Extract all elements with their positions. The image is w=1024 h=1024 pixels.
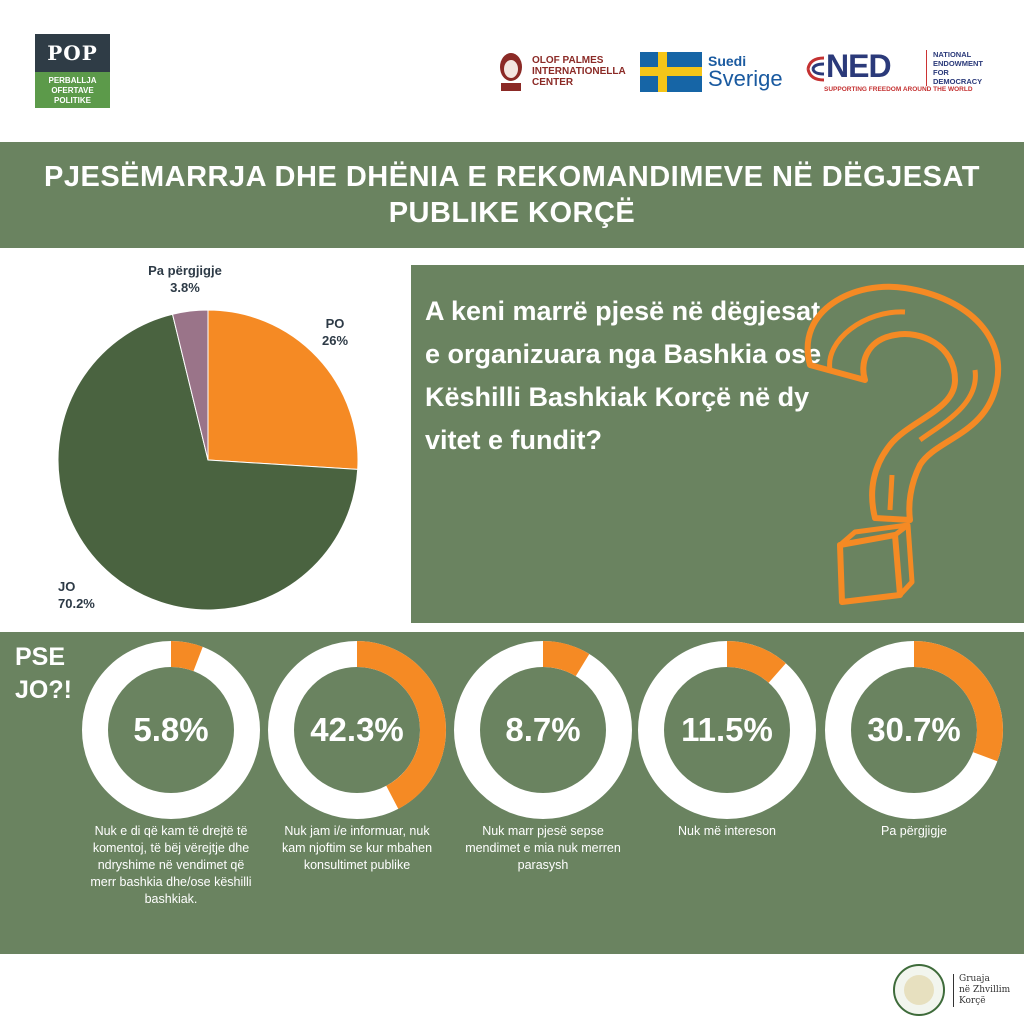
- ned-stripes-icon: [804, 54, 826, 84]
- reasons-heading-line2: JO?!: [15, 676, 72, 704]
- pie-label-yes-name: PO: [325, 316, 345, 331]
- donut-percent-label: 8.7%: [505, 711, 581, 748]
- gruaja-zhvillim-logo: [893, 962, 1013, 1018]
- reason-donut: [454, 641, 632, 819]
- title-band: [0, 142, 1024, 248]
- reason-donut: [82, 641, 260, 819]
- sweden-line1: Suedi: [708, 53, 747, 69]
- sweden-line2: Sverige: [708, 66, 783, 91]
- footer-logo-line1: Gruaja: [959, 973, 990, 984]
- reason-caption: Nuk më intereson: [678, 824, 776, 838]
- donut-percent-label: 11.5%: [681, 711, 773, 748]
- reasons-heading: [15, 641, 72, 707]
- reason-caption: Nuk e di që kam të drejtë të komentoj, të bëj vërejtje dhe ndryshime në vendimet që merr bashkia dhe/ose këshilli bashkiak.: [90, 824, 252, 906]
- ned-fullname: NATIONAL ENDOWMENT FOR DEMOCRACY: [926, 50, 993, 86]
- reason-donut: [825, 641, 1003, 819]
- question-mark-icon: [770, 270, 1020, 610]
- donut-percent-label: 5.8%: [133, 711, 209, 748]
- reason-caption: Nuk jam i/e informuar, nuk kam njoftim se kur mbahen konsultimet publike: [281, 824, 433, 872]
- pop-logo: [35, 34, 110, 112]
- reason-caption: Nuk marr pjesë sepse mendimet e mia nuk merren parasysh: [465, 824, 621, 872]
- pie-label-yes: [310, 315, 360, 349]
- olof-palme-logo: [496, 48, 626, 94]
- pie-label-no-name: JO: [58, 579, 76, 594]
- ned-logo: [804, 48, 994, 98]
- donut-percent-label: 30.7%: [867, 711, 961, 748]
- reasons-heading-line1: PSE: [15, 643, 66, 671]
- pie-label-no: [58, 578, 118, 612]
- pie-label-yes-value: 26%: [321, 333, 349, 348]
- footer-logo-line3: Korçë: [959, 995, 986, 1006]
- pie-label-no-answer-value: 3.8%: [170, 280, 200, 295]
- pop-logo-mark: POP: [35, 34, 110, 72]
- ned-mark: NED: [826, 48, 891, 84]
- reason-donut: [638, 641, 816, 819]
- participation-pie-chart: [40, 255, 410, 625]
- pie-label-no-answer-name: Pa përgjigje: [148, 263, 222, 278]
- page-title: PJESËMARRJA DHE DHËNIA E REKOMANDIMEVE NË DËGJESAT PUBLIKE KORÇË: [44, 161, 980, 229]
- swedish-flag-icon: [640, 52, 702, 92]
- pie-label-no-answer: [130, 262, 240, 296]
- footer-logo-line2: në Zhvillim: [959, 984, 1011, 995]
- sweden-logo: [640, 52, 783, 92]
- question-text: A keni marrë pjesë në dëgjesat e organizuara nga Bashkia ose Këshilli Bashkiak Korçë në dy vitet e fundit?: [425, 296, 822, 455]
- palme-portrait-icon: [496, 51, 526, 91]
- donut-percent-label: 42.3%: [310, 711, 404, 748]
- pop-logo-subtitle: PERBALLJA OFERTAVE POLITIKE: [35, 72, 110, 108]
- reason-caption: Pa përgjigje: [880, 824, 947, 838]
- gruaja-seal-icon: [893, 964, 945, 1016]
- pie-label-no-value: 70.2%: [58, 596, 95, 611]
- palme-text: OLOF PALMES INTERNATIONELLA CENTER: [532, 54, 626, 88]
- ned-tagline: SUPPORTING FREEDOM AROUND THE WORLD: [824, 86, 973, 93]
- reason-donut: [268, 641, 446, 819]
